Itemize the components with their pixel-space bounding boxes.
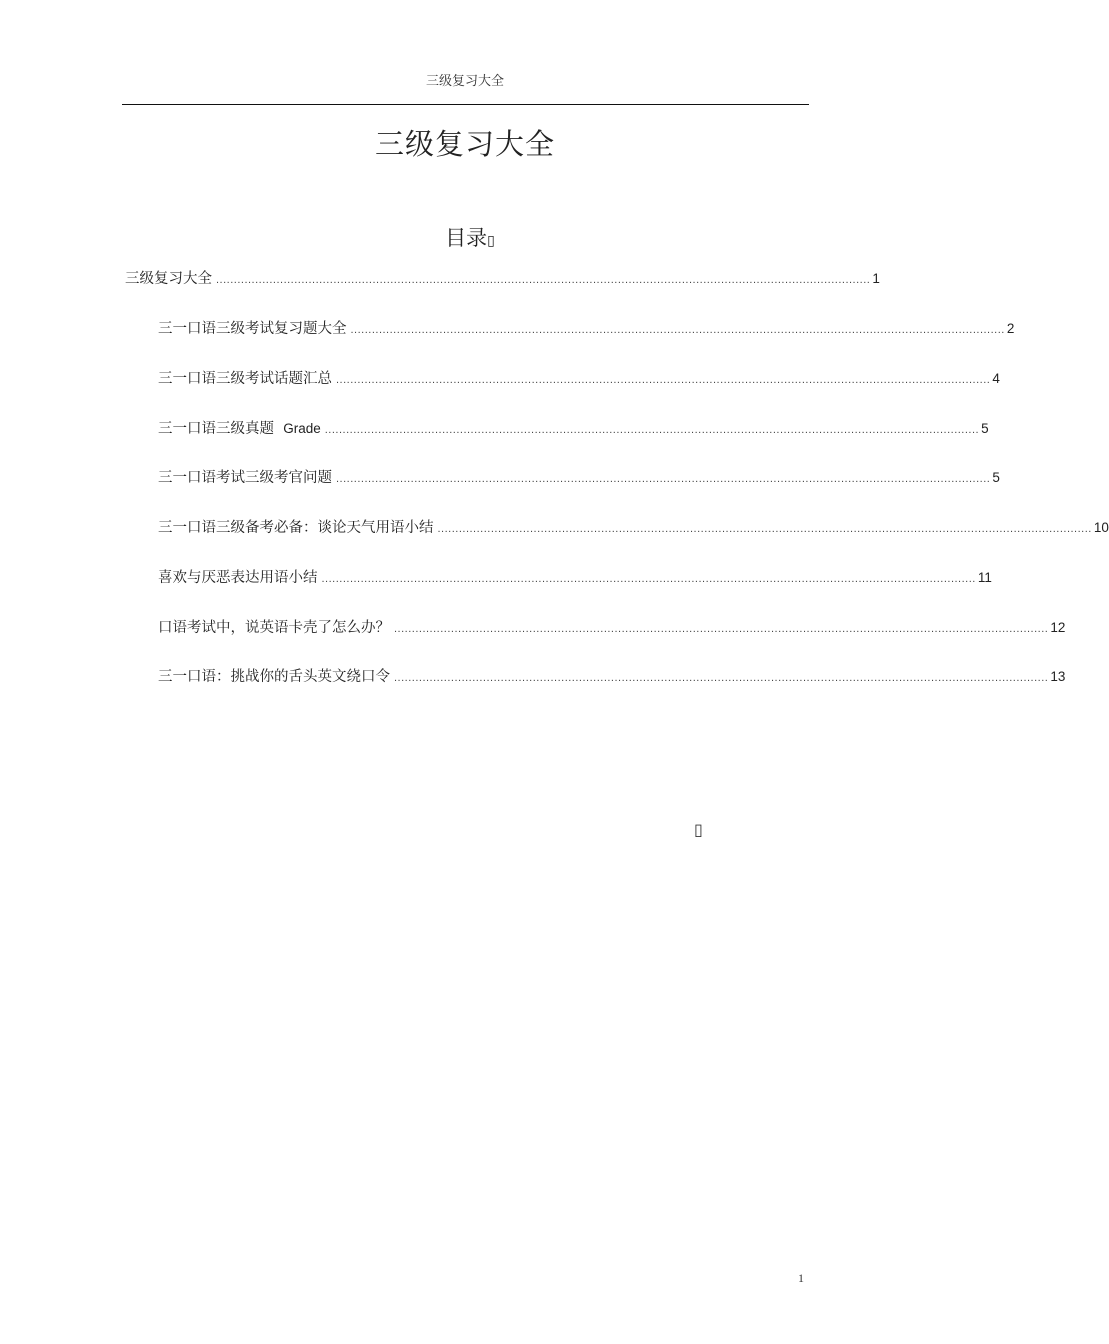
page-number: 1 [798, 1271, 804, 1285]
toc-entry-page: 12 [1050, 620, 1066, 635]
toc-entry[interactable] [158, 317, 1015, 338]
toc-entry-page: 5 [981, 421, 989, 436]
toc-entry[interactable] [158, 466, 1000, 487]
toc-heading [0, 222, 940, 252]
toc-heading-text: 目录 [445, 226, 488, 250]
toc-entry-title: 三一口语三级备考必备：谈论天气用语小结 [158, 520, 434, 536]
toc-entry-title: 喜欢与厌恶表达用语小结 [158, 570, 318, 586]
document-title: 三级复习大全 [374, 127, 555, 161]
toc-entry-title-latin: Grade [283, 421, 321, 436]
toc-entry-page: 4 [992, 371, 1000, 386]
toc-entry-title: 三一口语：挑战你的舌头英文绕口令 [158, 669, 390, 685]
toc-entry-page: 11 [977, 570, 992, 585]
toc-leader-dots: ........................................................................................................................................................................................ [437, 523, 1092, 535]
missing-glyph-icon: ▯ [487, 233, 495, 249]
toc-leader-dots: ........................................................................................................................................................................................ [336, 374, 991, 386]
toc-leader-dots: ........................................................................................................................................................................................ [336, 473, 991, 485]
header-divider [122, 104, 809, 105]
toc-leader-dots: ........................................................................................................................................................................................ [350, 324, 1005, 336]
toc-entry-title [158, 417, 321, 438]
toc-entry-page: 13 [1050, 669, 1066, 684]
toc-entry-title: 口语考试中，说英语卡壳了怎么办？ [158, 620, 390, 636]
toc-entry-title-cjk: 三一口语三级真题 [158, 421, 274, 437]
toc-entry[interactable] [158, 665, 1066, 686]
toc-entry-page: 5 [992, 470, 1000, 485]
toc-entry[interactable] [158, 616, 1066, 637]
toc-entry-page: 2 [1006, 321, 1015, 336]
toc-entry[interactable] [158, 417, 989, 438]
toc-entry-title: 三一口语三级考试话题汇总 [158, 371, 332, 387]
toc-entry-page: 1 [872, 271, 880, 286]
toc-entry[interactable] [158, 516, 1109, 537]
toc-entry-page: 10 [1093, 520, 1109, 535]
toc-entry-title: 三一口语考试三级考官问题 [158, 470, 332, 486]
running-header: 三级复习大全 [425, 74, 504, 89]
toc-entry-title: 三级复习大全 [125, 271, 212, 287]
toc-leader-dots: ........................................................................................................................................................................................ [324, 424, 980, 436]
toc-leader-dots: ........................................................................................................................................................................................ [394, 672, 1049, 684]
toc-entry[interactable] [158, 367, 1000, 388]
missing-glyph-icon: ▯ [694, 820, 703, 839]
toc-entry[interactable] [125, 267, 880, 288]
toc-leader-dots: ........................................................................................................................................................................................ [321, 573, 976, 585]
toc-entry-title: 三一口语三级考试复习题大全 [158, 321, 347, 337]
toc-leader-dots: ........................................................................................................................................................................................ [216, 274, 871, 286]
toc-entry[interactable] [158, 566, 992, 587]
toc-leader-dots: ........................................................................................................................................................................................ [394, 623, 1049, 635]
